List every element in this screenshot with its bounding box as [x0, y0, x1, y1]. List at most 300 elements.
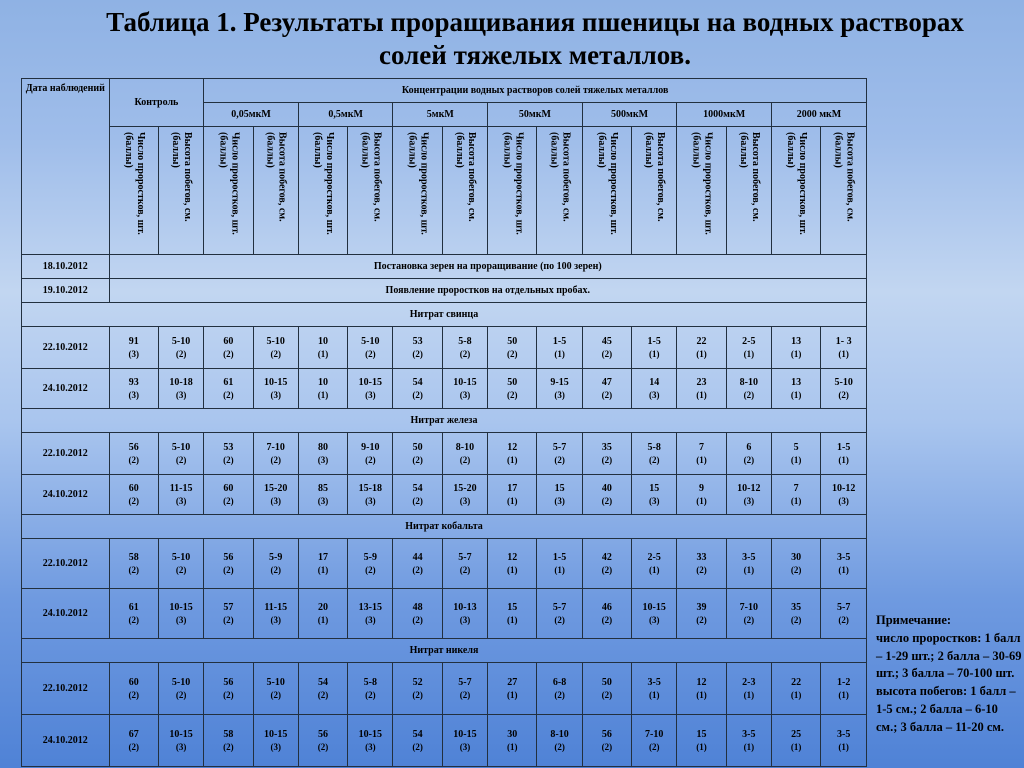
- table-row: [22, 539, 867, 589]
- data-cell: [537, 433, 582, 475]
- control-header: Контроль: [109, 79, 204, 127]
- data-cell: [298, 433, 347, 475]
- cell-score: (2): [270, 564, 281, 575]
- data-cell: [537, 539, 582, 589]
- cell-value: 10-15: [453, 376, 477, 388]
- cell-score: (2): [601, 564, 613, 575]
- vertical-header-text: Высота побегов, см. (баллы): [737, 131, 761, 222]
- info-text: Появление проростков на отдельных пробах.: [109, 279, 866, 303]
- header-row-3: [22, 127, 867, 255]
- cell-score: (1): [554, 564, 565, 575]
- col-header-height: [726, 127, 771, 255]
- cell-value: 10-18: [169, 376, 193, 388]
- cell-value: 47: [601, 376, 612, 388]
- cell-value: 45: [601, 335, 612, 347]
- cell-score: (2): [128, 614, 139, 625]
- note-line-height: высота побегов: 1 балл – 1-5 см.; 2 балла – 6-10 см.; 3 балла – 11-20 см.: [876, 684, 1016, 734]
- cell-score: (1): [790, 495, 802, 506]
- cell-score: (1): [696, 389, 707, 400]
- data-cell: [109, 715, 158, 767]
- cell-score: (2): [365, 454, 376, 465]
- cell-value: 42: [601, 551, 612, 563]
- cell-score: (2): [270, 348, 281, 359]
- cell-value: 1-5: [836, 441, 851, 453]
- cell-score: (3): [270, 495, 281, 506]
- cell-score: (3): [648, 614, 660, 625]
- cell-value: 1-2: [836, 676, 851, 688]
- data-cell: [298, 475, 347, 515]
- cell-value: 5-10: [171, 335, 191, 347]
- cell-score: (2): [790, 614, 802, 625]
- data-cell: [348, 715, 393, 767]
- cell-value: 35: [601, 441, 612, 453]
- cell-value: 5-8: [647, 441, 661, 453]
- data-cell: [109, 663, 158, 715]
- data-cell: [253, 327, 298, 369]
- data-cell: [442, 369, 487, 409]
- vertical-header-text: Число проростков, шт. (баллы): [406, 131, 430, 235]
- cell-value: 5-7: [458, 551, 472, 563]
- data-cell: [771, 327, 820, 369]
- cell-score: (3): [554, 495, 565, 506]
- cell-value: 52: [412, 676, 423, 688]
- data-cell: [348, 539, 393, 589]
- row-date: 22.10.2012: [22, 327, 110, 369]
- cell-value: 80: [318, 441, 329, 453]
- cell-score: (2): [648, 454, 660, 465]
- cell-value: 15: [696, 728, 707, 740]
- data-cell: [109, 475, 158, 515]
- cell-value: 30: [791, 551, 802, 563]
- data-cell: [298, 327, 347, 369]
- cell-score: (2): [696, 614, 707, 625]
- cell-score: (2): [412, 564, 423, 575]
- cell-score: (3): [743, 495, 755, 506]
- col-header-count: [109, 127, 158, 255]
- cell-score: (2): [270, 454, 281, 465]
- cell-score: (2): [554, 741, 565, 752]
- row-date: 24.10.2012: [22, 475, 110, 515]
- data-cell: [771, 433, 820, 475]
- col-header-height: [348, 127, 393, 255]
- cell-value: 50: [601, 676, 612, 688]
- cell-score: (2): [128, 454, 139, 465]
- data-cell: [204, 369, 253, 409]
- cell-value: 22: [696, 335, 707, 347]
- cell-value: 54: [412, 482, 423, 494]
- cell-value: 5: [793, 441, 799, 453]
- cell-score: (2): [128, 495, 139, 506]
- cell-score: (1): [838, 741, 849, 752]
- cell-value: 56: [223, 676, 234, 688]
- cell-score: (1): [743, 689, 755, 700]
- cell-score: (2): [412, 614, 423, 625]
- data-cell: [204, 327, 253, 369]
- col-header-height: [632, 127, 677, 255]
- data-cell: [582, 433, 631, 475]
- cell-score: (2): [601, 389, 613, 400]
- cell-score: (2): [696, 564, 707, 575]
- cell-value: 91: [128, 335, 139, 347]
- cell-score: (1): [696, 741, 707, 752]
- cell-value: 10: [318, 335, 329, 347]
- cell-value: 44: [412, 551, 423, 563]
- row-date: 24.10.2012: [22, 369, 110, 409]
- data-cell: [204, 433, 253, 475]
- cell-value: 5-7: [458, 676, 472, 688]
- cell-value: 93: [128, 376, 139, 388]
- data-cell: [393, 589, 442, 639]
- data-cell: [632, 475, 677, 515]
- data-cell: [204, 663, 253, 715]
- data-cell: [109, 589, 158, 639]
- cell-value: 25: [791, 728, 802, 740]
- data-cell: [488, 715, 537, 767]
- cell-value: 33: [696, 551, 707, 563]
- data-cell: [253, 539, 298, 589]
- cell-value: 5-10: [266, 335, 285, 347]
- cell-value: 3-5: [742, 728, 756, 740]
- cell-value: 3-5: [742, 551, 756, 563]
- cell-score: (2): [365, 564, 376, 575]
- data-cell: [253, 715, 298, 767]
- data-cell: [582, 539, 631, 589]
- cell-value: 40: [601, 482, 612, 494]
- cell-score: (2): [412, 348, 423, 359]
- vertical-header-text: Высота побегов, см. (баллы): [832, 131, 856, 222]
- cell-score: (3): [175, 495, 187, 506]
- cell-value: 9-10: [361, 441, 380, 453]
- data-cell: [488, 327, 537, 369]
- cell-score: (1): [648, 564, 660, 575]
- cell-score: (1): [790, 689, 802, 700]
- table-row: [22, 663, 867, 715]
- title-line-1: Таблица 1. Результаты проращивания пшеницы на водных растворах: [106, 7, 964, 37]
- data-cell: [393, 663, 442, 715]
- cell-value: 3-5: [836, 728, 851, 740]
- cell-value: 56: [318, 728, 329, 740]
- cell-value: 2-3: [742, 676, 756, 688]
- cell-score: (2): [601, 495, 613, 506]
- cell-value: 15: [649, 482, 660, 494]
- concentration-label: 50мкМ: [488, 103, 583, 127]
- cell-value: 5-10: [834, 376, 853, 388]
- data-cell: [442, 475, 487, 515]
- data-cell: [109, 369, 158, 409]
- row-date: 22.10.2012: [22, 539, 110, 589]
- data-cell: [537, 327, 582, 369]
- cell-value: 10-13: [453, 601, 477, 613]
- cell-score: (1): [507, 741, 518, 752]
- data-cell: [204, 539, 253, 589]
- cell-score: (2): [128, 741, 139, 752]
- data-cell: [726, 475, 771, 515]
- cell-value: 14: [649, 376, 660, 388]
- cell-score: (2): [412, 454, 423, 465]
- cell-value: 53: [412, 335, 423, 347]
- data-cell: [393, 327, 442, 369]
- cell-score: (1): [790, 348, 802, 359]
- cell-score: (1): [317, 389, 329, 400]
- data-cell: [298, 539, 347, 589]
- concentration-label: 5мкМ: [393, 103, 488, 127]
- cell-score: (3): [459, 495, 471, 506]
- cell-score: (3): [838, 495, 849, 506]
- data-cell: [348, 475, 393, 515]
- vertical-header-text: Число проростков, шт. (баллы): [595, 131, 619, 235]
- data-cell: [677, 589, 726, 639]
- data-cell: [821, 715, 867, 767]
- data-cell: [677, 475, 726, 515]
- data-cell: [632, 663, 677, 715]
- vertical-header-text: Число проростков, шт. (баллы): [501, 131, 525, 235]
- group-header-row: [22, 515, 867, 539]
- cell-score: (2): [223, 454, 234, 465]
- cell-score: (2): [223, 564, 234, 575]
- data-cell: [158, 433, 203, 475]
- info-row: [22, 279, 867, 303]
- data-cell: [298, 663, 347, 715]
- data-cell: [677, 663, 726, 715]
- cell-value: 17: [507, 482, 518, 494]
- cell-value: 58: [128, 551, 139, 563]
- cell-score: (2): [648, 741, 660, 752]
- cell-value: 7-10: [739, 601, 758, 613]
- data-cell: [677, 369, 726, 409]
- cell-score: (1): [507, 454, 518, 465]
- cell-value: 5-10: [171, 441, 191, 453]
- cell-score: (2): [507, 348, 518, 359]
- cell-score: (2): [175, 689, 187, 700]
- data-cell: [537, 663, 582, 715]
- cell-value: 57: [223, 601, 234, 613]
- data-cell: [726, 663, 771, 715]
- data-cell: [253, 369, 298, 409]
- cell-value: 35: [791, 601, 802, 613]
- cell-value: 7-10: [645, 728, 664, 740]
- cell-value: 7: [699, 441, 705, 453]
- cell-value: 3-5: [647, 676, 661, 688]
- cell-value: 13: [791, 335, 802, 347]
- cell-score: (1): [838, 454, 849, 465]
- cell-score: (2): [270, 689, 281, 700]
- cell-value: 60: [128, 676, 139, 688]
- title-line-2: солей тяжелых металлов.: [379, 40, 691, 70]
- cell-value: 5-9: [269, 551, 283, 563]
- data-cell: [348, 663, 393, 715]
- table-row: [22, 327, 867, 369]
- table-row: [22, 475, 867, 515]
- cell-value: 10-15: [169, 601, 193, 613]
- cell-value: 1-5: [552, 335, 567, 347]
- cell-score: (2): [128, 689, 139, 700]
- cell-value: 9: [699, 482, 705, 494]
- cell-score: (2): [223, 614, 234, 625]
- vertical-header-text: Число проростков, шт. (баллы): [217, 131, 241, 235]
- data-cell: [771, 663, 820, 715]
- data-cell: [771, 589, 820, 639]
- cell-score: (1): [790, 454, 802, 465]
- data-cell: [821, 589, 867, 639]
- slide-title: [40, 6, 1024, 72]
- data-cell: [253, 433, 298, 475]
- cell-score: (2): [838, 389, 849, 400]
- data-cell: [158, 475, 203, 515]
- vertical-header-text: Высота побегов, см. (баллы): [548, 131, 572, 222]
- cell-value: 13: [791, 376, 802, 388]
- cell-score: (1): [790, 741, 802, 752]
- cell-score: (2): [317, 741, 329, 752]
- concentration-label: 0,5мкМ: [298, 103, 393, 127]
- cell-value: 58: [223, 728, 234, 740]
- data-cell: [726, 539, 771, 589]
- data-cell: [821, 539, 867, 589]
- data-cell: [393, 369, 442, 409]
- data-cell: [488, 539, 537, 589]
- concentration-label: 500мкМ: [582, 103, 677, 127]
- cell-score: (2): [601, 348, 613, 359]
- cell-score: (1): [317, 348, 329, 359]
- data-cell: [582, 663, 631, 715]
- data-cell: [821, 663, 867, 715]
- data-cell: [537, 715, 582, 767]
- data-cell: [348, 589, 393, 639]
- cell-score: (2): [743, 454, 755, 465]
- cell-score: (1): [696, 689, 707, 700]
- cell-value: 10-15: [358, 376, 382, 388]
- cell-score: (3): [365, 495, 376, 506]
- data-cell: [821, 433, 867, 475]
- cell-score: (2): [601, 741, 613, 752]
- cell-value: 50: [412, 441, 423, 453]
- data-cell: [821, 327, 867, 369]
- data-cell: [632, 433, 677, 475]
- group-header-row: [22, 639, 867, 663]
- cell-score: (3): [270, 741, 281, 752]
- data-cell: [442, 327, 487, 369]
- cell-value: 17: [318, 551, 329, 563]
- cell-value: 10-15: [358, 728, 382, 740]
- data-cell: [442, 539, 487, 589]
- cell-value: 10: [318, 376, 329, 388]
- cell-value: 56: [601, 728, 612, 740]
- cell-score: (1): [648, 689, 660, 700]
- col-header-height: [537, 127, 582, 255]
- data-cell: [298, 369, 347, 409]
- cell-value: 12: [507, 551, 518, 563]
- cell-value: 20: [318, 601, 329, 613]
- cell-value: 15-18: [358, 482, 382, 494]
- data-cell: [109, 327, 158, 369]
- table-row: [22, 369, 867, 409]
- concentration-label: 0,05мкМ: [204, 103, 299, 127]
- cell-score: (2): [554, 454, 565, 465]
- cell-score: (1): [838, 689, 849, 700]
- cell-score: (1): [743, 741, 755, 752]
- cell-score: (3): [365, 614, 376, 625]
- cell-value: 39: [696, 601, 707, 613]
- cell-score: (2): [459, 689, 471, 700]
- col-header-height: [158, 127, 203, 255]
- data-cell: [632, 369, 677, 409]
- cell-value: 5-7: [836, 601, 851, 613]
- data-cell: [158, 715, 203, 767]
- cell-score: (2): [412, 741, 423, 752]
- cell-score: (1): [696, 348, 707, 359]
- cell-value: 15-20: [453, 482, 477, 494]
- data-cell: [677, 539, 726, 589]
- cell-value: 56: [128, 441, 139, 453]
- data-cell: [253, 475, 298, 515]
- cell-value: 61: [128, 601, 139, 613]
- cell-value: 1-5: [647, 335, 661, 347]
- cell-score: (3): [175, 614, 187, 625]
- data-cell: [348, 433, 393, 475]
- cell-value: 13-15: [358, 601, 382, 613]
- data-cell: [253, 663, 298, 715]
- cell-value: 15-20: [264, 482, 288, 494]
- concentration-label: 2000 мкМ: [771, 103, 866, 127]
- note-block: [876, 612, 1022, 737]
- vertical-header-text: Число проростков, шт. (баллы): [122, 131, 146, 235]
- cell-value: 15: [554, 482, 565, 494]
- data-cell: [158, 539, 203, 589]
- cell-value: 30: [507, 728, 518, 740]
- data-cell: [771, 715, 820, 767]
- cell-value: 3-5: [836, 551, 851, 563]
- cell-value: 7-10: [266, 441, 285, 453]
- data-cell: [109, 539, 158, 589]
- concentration-header: Концентрации водных растворов солей тяжелых металлов: [204, 79, 867, 103]
- cell-score: (3): [128, 348, 139, 359]
- cell-score: (2): [128, 564, 139, 575]
- cell-value: 23: [696, 376, 707, 388]
- cell-score: (3): [128, 389, 139, 400]
- data-cell: [726, 327, 771, 369]
- data-cell: [488, 475, 537, 515]
- cell-score: (3): [459, 389, 471, 400]
- vertical-header-text: Число проростков, шт. (баллы): [690, 131, 714, 235]
- data-cell: [582, 715, 631, 767]
- cell-value: 67: [128, 728, 139, 740]
- col-header-count: [298, 127, 347, 255]
- table-row: [22, 589, 867, 639]
- cell-score: (2): [601, 454, 613, 465]
- note-line-count: число проростков: 1 балл – 1-29 шт.; 2 балла – 30-69 шт.; 3 балла – 70-100 шт.: [876, 630, 1022, 681]
- cell-value: 5-7: [552, 601, 567, 613]
- data-cell: [582, 369, 631, 409]
- cell-value: 10-12: [737, 482, 761, 494]
- data-cell: [393, 433, 442, 475]
- row-date: 24.10.2012: [22, 589, 110, 639]
- cell-score: (1): [838, 564, 849, 575]
- table-row: [22, 715, 867, 767]
- data-cell: [298, 715, 347, 767]
- row-date: 22.10.2012: [22, 433, 110, 475]
- cell-value: 50: [507, 376, 518, 388]
- cell-value: 5-8: [458, 335, 472, 347]
- cell-value: 60: [128, 482, 139, 494]
- cell-value: 6-8: [552, 676, 567, 688]
- data-cell: [677, 327, 726, 369]
- cell-value: 10-15: [264, 728, 288, 740]
- cell-value: 5-7: [552, 441, 567, 453]
- cell-score: (2): [459, 454, 471, 465]
- data-cell: [821, 475, 867, 515]
- cell-score: (1): [507, 495, 518, 506]
- concentration-label: 1000мкМ: [677, 103, 772, 127]
- cell-score: (1): [696, 454, 707, 465]
